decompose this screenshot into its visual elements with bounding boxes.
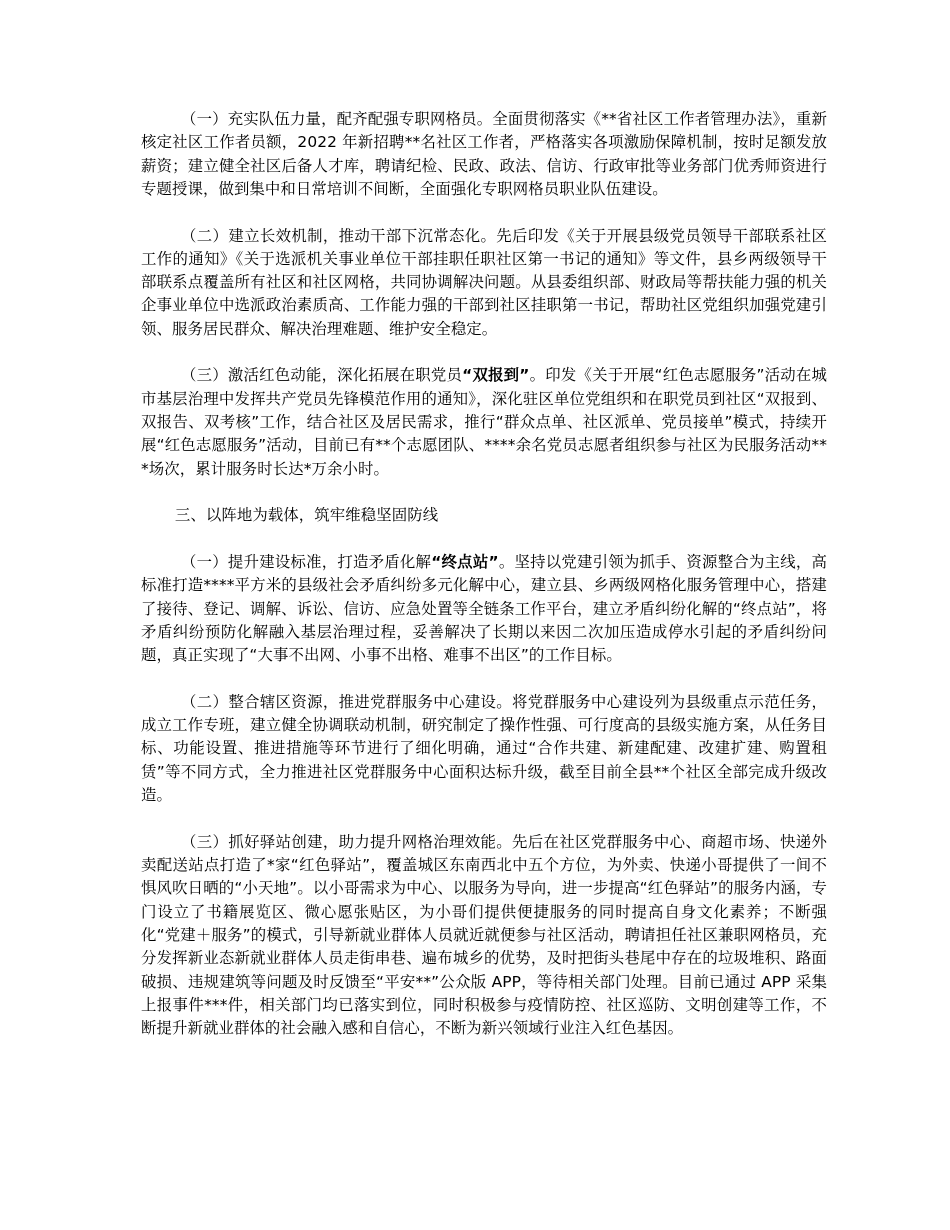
paragraph-terminal-station bbox=[141, 551, 827, 667]
paragraph-service-center: （二）整合辖区资源，推进党群服务中心建设。将党群服务中心建设列为县级重点示范任务，成立工作专班，建立健全协调联动机制，研究制定了操作性强、可行度高的县级实施方案，从任务目标、功能设置、推进措施等环节进行了细化明确，通过“合作共建、新建配建、改建扩建、购置租赁”等不同方式，全力推进社区党群服务中心面积达标升级，截至目前全县**个社区全部完成升级改造。 bbox=[141, 692, 827, 805]
paragraph-long-term-mechanism: （二）建立长效机制，推动干部下沉常态化。先后印发《关于开展县级党员领导干部联系社区工作的通知》《关于选派机关事业单位干部挂职任职社区第一书记的通知》等文件，县乡两级领导干部联系点覆盖所有社区和社区网格，共同协调解决问题。从县委组织部、财政局等帮扶能力强的机关企事业单位中选派政治素质高、工作能力强的干部到社区挂职第一书记，帮助社区党组织加强党建引领、服务居民群众、解决治理难题、维护安全稳定。 bbox=[141, 226, 827, 338]
paragraph-terminal-station-lead: （一）提升建设标准，打造矛盾化解 bbox=[181, 553, 432, 572]
paragraph-staffing: （一）充实队伍力量，配齐配强专职网格员。全面贯彻落实《**省社区工作者管理办法》，重新核定社区工作者员额，2022 年新招聘**名社区工作者，严格落实各项激励保障机制，按时足额发放薪资；建立健全社区后备人才库，聘请纪检、民政、政法、信访、行政审批等业务部门优秀师资进行专题授课，做到集中和日常培训不间断，全面强化专职网格员职业队伍建设。 bbox=[141, 110, 827, 198]
paragraph-red-momentum-lead: （三）激活红色动能，深化拓展在职党员 bbox=[181, 366, 463, 385]
section-heading-three: 三、以阵地为载体，筑牢维稳坚固防线 bbox=[174, 506, 439, 525]
paragraph-red-momentum bbox=[141, 364, 827, 480]
paragraph-terminal-station-bold: “终点站” bbox=[431, 553, 499, 572]
paragraph-red-momentum-rest: 。印发《关于开展“红色志愿服务”活动在城市基层治理中发挥共产党员先锋模范作用的通知》，深化驻区单位党组织和在职党员到社区“双报到、双报告、双考核”工作，结合社区及居民需求，推行“群众点单、社区派单、党员接单”模式，持续开展“红色志愿服务”活动，目前已有**个志愿团队、****余名党员志愿者组织参与社区为民服务活动***场次，累计服务时长达*万余小时。 bbox=[141, 366, 827, 478]
paragraph-red-station: （三）抓好驿站创建，助力提升网格治理效能。先后在社区党群服务中心、商超市场、快递外卖配送站点打造了*家“红色驿站”，覆盖城区东南西北中五个方位，为外卖、快递小哥提供了一间不惧风吹日晒的“小天地”。以小哥需求为中心、以服务为导向，进一步提高“红色驿站”的服务内涵，专门设立了书籍展览区、微心愿张贴区，为小哥们提供便捷服务的同时提高自身文化素养；不断强化“党建＋服务”的模式，引导新就业群体人员就近就便参与社区活动，聘请担任社区兼职网格员，充分发挥新业态新就业群体人员走街串巷、遍布城乡的优势，及时把街头巷尾中存在的垃圾堆积、路面破损、违规建筑等问题及时反馈至“平安**”公众版 APP，等待相关部门处理。目前已通过 APP 采集上报事件***件，相关部门均已落实到位，同时积极参与疫情防控、社区巡防、文明创建等工作，不断提升新就业群体的社会融入感和自信心，不断为新兴领域行业注入红色基因。 bbox=[141, 832, 827, 1038]
paragraph-terminal-station-rest: 。坚持以党建引领为抓手、资源整合为主线，高标准打造****平方米的县级社会矛盾纠纷多元化解中心，建立县、乡两级网格化服务管理中心，搭建了接待、登记、调解、诉讼、信访、应急处置等全链条工作平台，建立矛盾纠纷化解的“终点站”，将矛盾纠纷预防化解融入基层治理过程，妥善解决了长期以来因二次加压造成停水引起的矛盾纠纷问题，真正实现了“大事不出网、小事不出格、难事不出区”的工作目标。 bbox=[141, 553, 827, 665]
paragraph-red-momentum-bold: “双报到” bbox=[462, 366, 530, 385]
document-page bbox=[141, 108, 827, 1064]
